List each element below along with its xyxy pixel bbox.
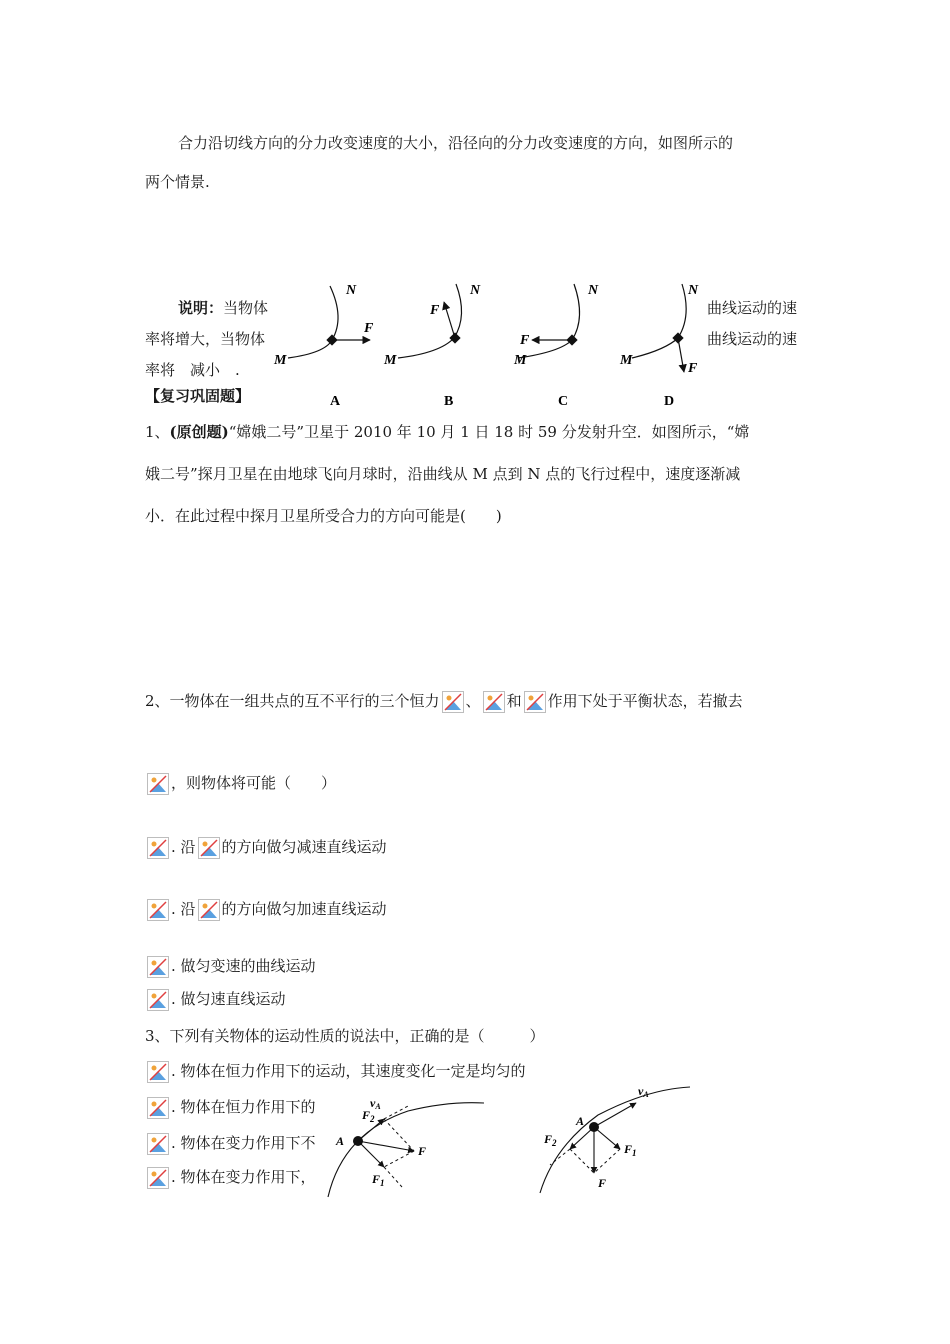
q1-line-3: 小．在此过程中探月卫星所受合力的方向可能是( ) [145,507,502,525]
q2-sep-1: 、 [465,692,481,710]
label-n-c: N [588,283,599,298]
label-f2-right: $F_2$ [544,1132,557,1148]
label-va-left: vA [370,1096,381,1111]
trajectory-figure [270,278,710,408]
broken-image-icon [483,691,505,713]
q1-number: 1、 [145,423,170,441]
q3-stem: 3、下列有关物体的运动性质的说法中，正确的是（ ） [145,1027,545,1045]
label-n-b: N [470,283,481,298]
broken-image-icon [147,956,169,978]
note-line-3: 率将 减小 . [145,361,240,379]
q1-line-2: 娥二号”探月卫星在由地球飞向月球时，沿曲线从 M 点到 N 点的飞行过程中，速度逐渐减 [145,465,741,483]
broken-image-icon [147,1167,169,1189]
note-line-1 [178,297,268,319]
q2-option-a-text-b: 的方向做匀减速直线运动 [221,838,387,856]
note-line-1-end: 曲线运动的速 [707,299,798,317]
label-f1-left: $F_1$ [372,1172,385,1188]
q1-line-1-text: “嫦娥二号”卫星于 2010 年 10 月 1 日 18 时 59 分发射升空．如图所示，“嫦 [228,423,750,441]
label-f-right: F [598,1176,607,1190]
q3-option-b [145,1096,316,1119]
label-f1-right: $F_1$ [624,1142,637,1158]
q2-line-2-text: ，则物体将可能（ ） [171,774,337,792]
q2-option-b-text-a: . 沿 [171,900,196,918]
note-line-2-end: 曲线运动的速 [707,330,798,348]
label-f-d: F [688,361,698,376]
q1-line-1 [145,421,749,443]
q2-option-c [145,955,316,978]
section-title: 【复习巩固题】 [145,387,251,405]
q2-option-a-text-a: . 沿 [171,838,196,856]
broken-image-icon [198,899,220,921]
broken-image-icon [524,691,546,713]
q3-option-c-text: . 物体在变力作用下不 [171,1134,316,1152]
note-label: 说明： [178,299,224,317]
q2-option-c-text: . 做匀变速的曲线运动 [171,957,316,975]
q2-text-a: 2、一物体在一组共点的互不平行的三个恒力 [145,692,440,710]
label-m-d: M [620,353,633,368]
q3-option-d-text: . 物体在变力作用下， [171,1168,316,1186]
option-d-label: D [664,394,675,408]
q2-option-b-text-b: 的方向做匀加速直线运动 [221,900,387,918]
force-diagram-right [540,1084,690,1193]
label-n-a: N [346,283,357,298]
broken-image-icon [147,989,169,1011]
q3-option-a-text: . 物体在恒力作用下的运动，其速度变化一定是均匀的 [171,1062,526,1080]
broken-image-icon [147,1097,169,1119]
q2-line-1 [145,690,743,713]
note-line-1-start: 当物体 [223,299,269,317]
q2-option-a [145,836,387,859]
label-m-a: M [274,353,287,368]
q2-option-d-text: . 做匀速直线运动 [171,990,286,1008]
broken-image-icon [147,1061,169,1083]
label-a-left: A [336,1134,345,1148]
q3-option-b-text: . 物体在恒力作用下的 [171,1098,316,1116]
broken-image-icon [442,691,464,713]
option-c-label: C [558,394,569,408]
label-f2-left: $F_2$ [362,1108,375,1124]
label-m-c: M [514,353,527,368]
q2-option-b [145,898,387,921]
option-b-label: B [444,394,454,408]
q1-tag: (原创题) [169,423,229,441]
label-va-right: vA [638,1084,649,1099]
option-a-label: A [330,394,341,408]
force-diagram-left [328,1096,484,1197]
label-f-left: F [418,1144,427,1158]
force-decomposition-figure [318,1075,708,1200]
diagram-b [383,283,481,408]
label-m-b: M [384,353,397,368]
broken-image-icon [147,837,169,859]
diagram-a [273,283,374,408]
q2-text-b: 作用下处于平衡状态，若撤去 [547,692,743,710]
q3-option-c [145,1132,316,1155]
note-line-2: 率将增大，当物体 [145,330,266,348]
broken-image-icon [147,899,169,921]
label-f-c: F [520,333,530,348]
label-n-d: N [688,283,699,298]
q2-option-d [145,988,286,1011]
q2-sep-2: 和 [506,692,522,710]
diagram-d [619,283,699,408]
broken-image-icon [198,837,220,859]
intro-line-2: 两个情景. [145,173,210,191]
q2-line-2 [145,772,336,795]
label-f-b: F [430,303,440,318]
diagram-c [513,283,599,408]
label-a-right: A [576,1114,585,1128]
label-f-a: F [364,321,374,336]
broken-image-icon [147,773,169,795]
broken-image-icon [147,1133,169,1155]
q3-option-d [145,1166,316,1189]
intro-line-1: 合力沿切线方向的分力改变速度的大小，沿径向的分力改变速度的方向，如图所示的 [178,134,734,152]
